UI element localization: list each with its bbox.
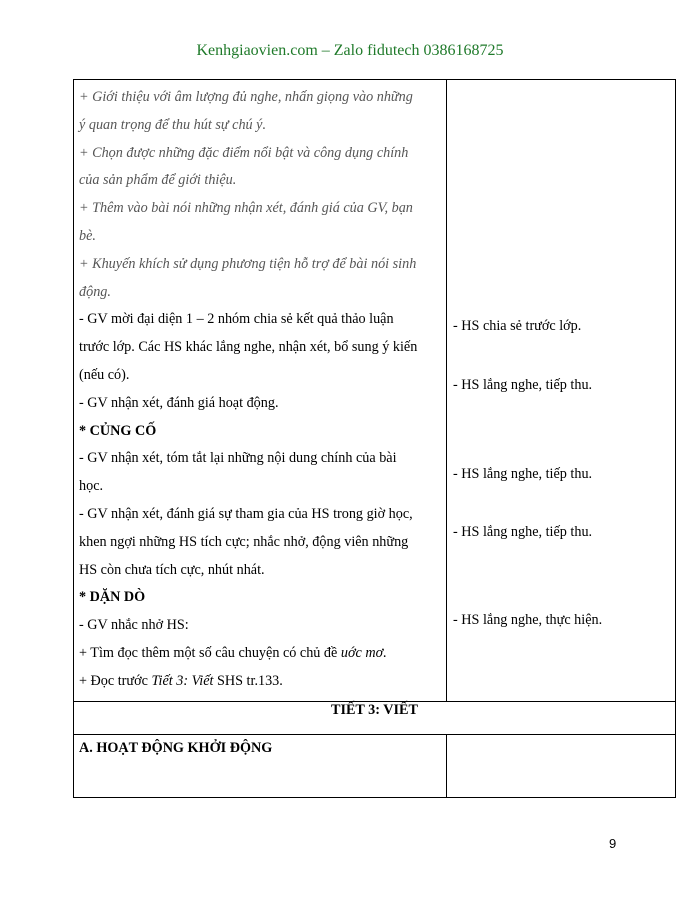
guideline-line: + Chọn được những đặc điểm nổi bật và công dụng chính — [79, 144, 409, 161]
teacher-text-line: HS còn chưa tích cực, nhút nhát. — [79, 561, 265, 578]
guideline-line: + Khuyến khích sử dụng phương tiện hỗ trợ để bài nói sinh — [79, 255, 417, 272]
teacher-text-line: trước lớp. Các HS khác lắng nghe, nhận xét, bổ sung ý kiến — [79, 339, 418, 356]
teacher-text-line: - GV nhận xét, đánh giá hoạt động. — [79, 394, 279, 411]
activity-row — [74, 80, 676, 702]
student-activity-cell — [447, 80, 676, 702]
lesson-italic: Tiết 3: Viết — [151, 672, 214, 689]
teacher-text-line: - GV nhận xét, đánh giá sự tham gia của HS trong giờ học, — [79, 505, 413, 522]
student-response: - HS lắng nghe, tiếp thu. — [453, 524, 593, 540]
guideline-line: động. — [79, 283, 111, 300]
teacher-text-line — [79, 640, 440, 668]
teacher-text-line: - GV nhận xét, tóm tắt lại những nội dung chính của bài — [79, 450, 397, 467]
section-right-cell — [447, 735, 676, 798]
teacher-text-line: - GV mời đại diện 1 – 2 nhóm chia sẻ kết quả thảo luận — [79, 311, 394, 328]
lesson-table — [73, 79, 676, 798]
guideline-line: + Giới thiệu với âm lượng đủ nghe, nhấn giọng vào những — [79, 89, 413, 105]
lesson-title-row — [74, 702, 676, 735]
homework-heading: * DẶN DÒ — [79, 589, 146, 606]
student-response: - HS lắng nghe, tiếp thu. — [453, 377, 593, 393]
guideline-line: ý quan trọng để thu hút sự chú ý. — [79, 116, 267, 133]
text-segment: + Đọc trước — [79, 672, 152, 689]
student-response: - HS lắng nghe, tiếp thu. — [453, 466, 593, 482]
teacher-text-line: khen ngợi những HS tích cực; nhắc nhở, động viên những — [79, 533, 409, 550]
section-left-cell — [74, 735, 447, 798]
guideline-line: của sản phẩm để giới thiệu. — [79, 172, 237, 189]
teacher-text-line — [79, 668, 440, 696]
guideline-line: bè. — [79, 227, 96, 244]
page-number: 9 — [609, 836, 617, 851]
guideline-line: + Thêm vào bài nói những nhận xét, đánh giá của GV, bạn — [79, 200, 413, 217]
student-response: - HS lắng nghe, thực hiện. — [453, 612, 603, 628]
section-title: A. HOẠT ĐỘNG KHỞI ĐỘNG — [79, 740, 273, 756]
consolidation-heading: * CỦNG CỐ — [79, 422, 157, 439]
student-response: - HS chia sẻ trước lớp. — [453, 318, 582, 334]
page-header: Kenhgiaovien.com – Zalo fidutech 0386168725 — [196, 42, 504, 59]
topic-italic: uớc mơ. — [340, 644, 387, 661]
teacher-activity-cell — [74, 80, 447, 702]
teacher-text-line: (nếu có). — [79, 366, 130, 383]
teacher-text-line: học. — [79, 478, 104, 495]
text-segment: SHS tr.133. — [213, 672, 283, 689]
lesson-title: TIẾT 3: VIẾT — [74, 702, 676, 735]
text-segment: + Tìm đọc thêm một số câu chuyện có chủ đề — [79, 644, 341, 661]
section-row — [74, 735, 676, 798]
teacher-text-line: - GV nhắc nhở HS: — [79, 617, 189, 634]
